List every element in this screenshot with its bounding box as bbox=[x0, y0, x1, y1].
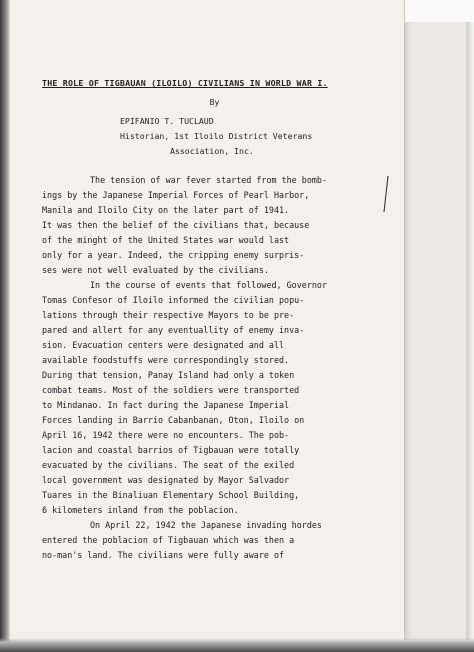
paragraph-line: On April 22, 1942 the Japanese invading hordes bbox=[90, 520, 322, 530]
paragraph-line: It was then the belief of the civilians that, because bbox=[42, 220, 310, 230]
paragraph-3 bbox=[42, 518, 387, 563]
document-title: THE ROLE OF TIGBAUAN (ILOILO) CIVILIANS IN WORLD WAR I. bbox=[42, 78, 328, 88]
paragraph-line: Tomas Confesor of Iloilo informed the civilian popu- bbox=[42, 295, 305, 305]
paragraph-line: available foodstuffs were correspondingly stored. bbox=[42, 355, 290, 365]
paragraph-line: local government was designated by Mayor Salvador bbox=[42, 475, 290, 485]
paragraph-line: only for a year. Indeed, the cripping enemy surpris- bbox=[42, 250, 305, 260]
paragraph-line: no-man's land. The civilians were fully aware of bbox=[42, 550, 285, 560]
paragraph-2 bbox=[42, 278, 387, 518]
paragraph-line: pared and allert for any eventuallity of enemy inva- bbox=[42, 325, 305, 335]
paragraph-line: April 16, 1942 there were no encounters. The pob- bbox=[42, 430, 290, 440]
paragraph-line: to Mindanao. In fact during the Japanese Imperial bbox=[42, 400, 290, 410]
paragraph-1 bbox=[42, 173, 387, 278]
paragraph-line: Tuares in the Binaliuan Elementary School Building, bbox=[42, 490, 300, 500]
paragraph-line: ses were not well evaluated by the civilians. bbox=[42, 265, 269, 275]
paragraph-line: lacion and coastal barrios of Tigbauan were totally bbox=[42, 445, 300, 455]
scan-bottom-shadow bbox=[0, 638, 474, 652]
paragraph-line: Forces landing in Barrio Cabanbanan, Oton, Iloilo on bbox=[42, 415, 305, 425]
paragraph-line: entered the poblacion of Tigbauan which was then a bbox=[42, 535, 295, 545]
paragraph-line: In the course of events that followed, Governor bbox=[90, 280, 327, 290]
scan-left-shadow bbox=[0, 0, 10, 652]
document-body bbox=[42, 76, 387, 563]
back-page bbox=[404, 22, 467, 640]
author-affiliation-line-1: Historian, 1st Iloilo District Veterans bbox=[120, 131, 313, 141]
paragraph-line: evacuated by the civilians. The seat of the exiled bbox=[42, 460, 295, 470]
paragraph-line: of the minght of the United States war would last bbox=[42, 235, 290, 245]
paragraph-line: 6 kilometers inland from the poblacion. bbox=[42, 505, 239, 515]
paragraph-line: sion. Evacuation centers were designated and all bbox=[42, 340, 285, 350]
paragraph-line: During that tension, Panay Island had only a token bbox=[42, 370, 295, 380]
back-page-edge bbox=[466, 22, 474, 640]
author-name: EPIFANIO T. TUCLAUD bbox=[120, 116, 214, 126]
paragraph-line: ings by the Japanese Imperial Forces of Pearl Harbor, bbox=[42, 190, 310, 200]
paragraph-line: lations through their respective Mayors to be pre- bbox=[42, 310, 295, 320]
paragraph-line: combat teams. Most of the soldiers were transported bbox=[42, 385, 300, 395]
author-affiliation-line-2: Association, Inc. bbox=[170, 146, 254, 156]
paragraph-line: The tension of war fever started from the bomb- bbox=[90, 175, 327, 185]
byline-by: By bbox=[209, 97, 220, 107]
paragraph-line: Manila and Iloilo City on the later part of 1941. bbox=[42, 205, 290, 215]
